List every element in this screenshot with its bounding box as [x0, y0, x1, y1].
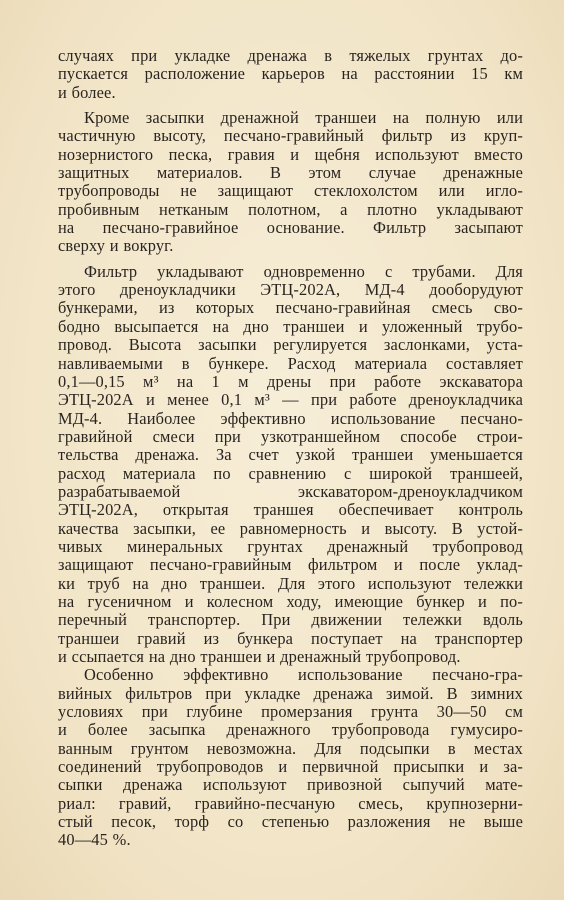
paragraph — [58, 47, 523, 102]
text-line: риал: гравий, гравийно-песчаную смесь, крупнозерни- — [58, 793, 523, 813]
text-line: защитных материалов. В этом случае дренажные — [58, 163, 523, 183]
text-line: защищают песчано-гравийным фильтром и после уклад- — [58, 555, 523, 575]
text-line: провод. Высота засыпки регулируется заслонками, уста- — [58, 335, 523, 355]
text-line: стый песок, торф со степенью разложения не выше — [58, 812, 523, 832]
text-line: на гусеничном и колесном ходу, имеющие бункер и по- — [58, 591, 523, 611]
text-line: бункерами, из которых песчано-гравийная смесь сво- — [58, 298, 523, 318]
text-line: расход материала по сравнению с широкой траншеей, — [58, 463, 523, 483]
text-line: Особенно эффективно использование песчано-гра- — [84, 665, 523, 685]
text-line: ЭТЦ-202А и менее 0,1 м³ — при работе дреноукладчика — [58, 390, 523, 410]
text-line: Фильтр укладывают одновременно с трубами. Для — [84, 261, 523, 281]
text-line: на песчано-гравийное основание. Фильтр засыпают — [58, 218, 523, 238]
text-line: этого дреноукладчики ЭТЦ-202А, МД-4 дооборудуют — [58, 280, 523, 300]
paragraph — [58, 666, 523, 849]
text-line: ки труб на дно траншеи. Для этого используют тележки — [58, 573, 523, 593]
text-line: и более. — [58, 82, 116, 102]
text-line: чивых минеральных грунтах дренажный трубопровод — [58, 536, 523, 556]
text-line: условиях при глубине промерзания грунта 30—50 см — [58, 702, 523, 722]
text-line: соединений трубопроводов и первичной присыпки и за- — [58, 757, 523, 777]
text-line: гравийной смеси при узкотраншейном способе строи- — [58, 426, 523, 446]
text-line: ванным грунтом невозможна. Для подсыпки в местах — [58, 738, 523, 758]
text-line: случаях при укладке дренажа в тяжелых грунтах до- — [58, 46, 523, 65]
text-line: бодно высыпается на дно траншеи и уложенный трубо- — [58, 316, 523, 336]
text-line: Кроме засыпки дренажной траншеи на полную или — [84, 108, 523, 128]
text-line: вийных фильтров при укладке дренажа зимой. В зимних — [58, 683, 523, 703]
paragraph — [58, 109, 523, 256]
page-text — [58, 47, 523, 850]
text-line: качества засыпки, ее равномерность и высоту. В устой- — [58, 518, 523, 538]
text-line: перечный транспортер. При движении тележки вдоль — [58, 610, 523, 630]
text-line: сверху и вокруг. — [58, 236, 174, 256]
text-line: 0,1—0,15 м³ на 1 м дрены при работе экскаватора — [58, 371, 523, 391]
text-line: ЭТЦ-202А, открытая траншея обеспечивает контроль — [58, 500, 523, 520]
text-line: МД-4. Наиболее эффективно использование песчано- — [58, 408, 523, 428]
text-line: пускается расположение карьеров на расстоянии 15 км — [58, 64, 523, 84]
text-line: траншеи гравий из бункера поступает на транспортер — [58, 628, 523, 648]
text-line: пробивным нетканым полотном, а плотно укладывают — [58, 199, 523, 219]
text-line: разрабатываемой экскаватором-дреноукладчиком — [58, 481, 523, 501]
text-line: трубопроводы не защищают стеклохолстом или игло- — [58, 181, 523, 201]
text-line: и более засыпка дренажного трубопровода гумусиро- — [58, 720, 523, 740]
text-line: тельства дренажа. За счет узкой траншеи уменьшается — [58, 445, 523, 465]
text-line: и ссыпается на дно траншеи и дренажный трубопровод. — [58, 647, 461, 666]
text-line: нозернистого песка, гравия и щебня используют вместо — [58, 144, 523, 164]
text-line: навливаемыми в бункере. Расход материала составляет — [58, 353, 523, 373]
paragraph — [58, 263, 523, 667]
text-line: 40—45 %. — [58, 830, 131, 850]
text-line: сыпки дренажа используют привозной сыпучий мате- — [58, 775, 523, 795]
text-line: частичную высоту, песчано-гравийный фильтр из круп- — [58, 126, 523, 146]
